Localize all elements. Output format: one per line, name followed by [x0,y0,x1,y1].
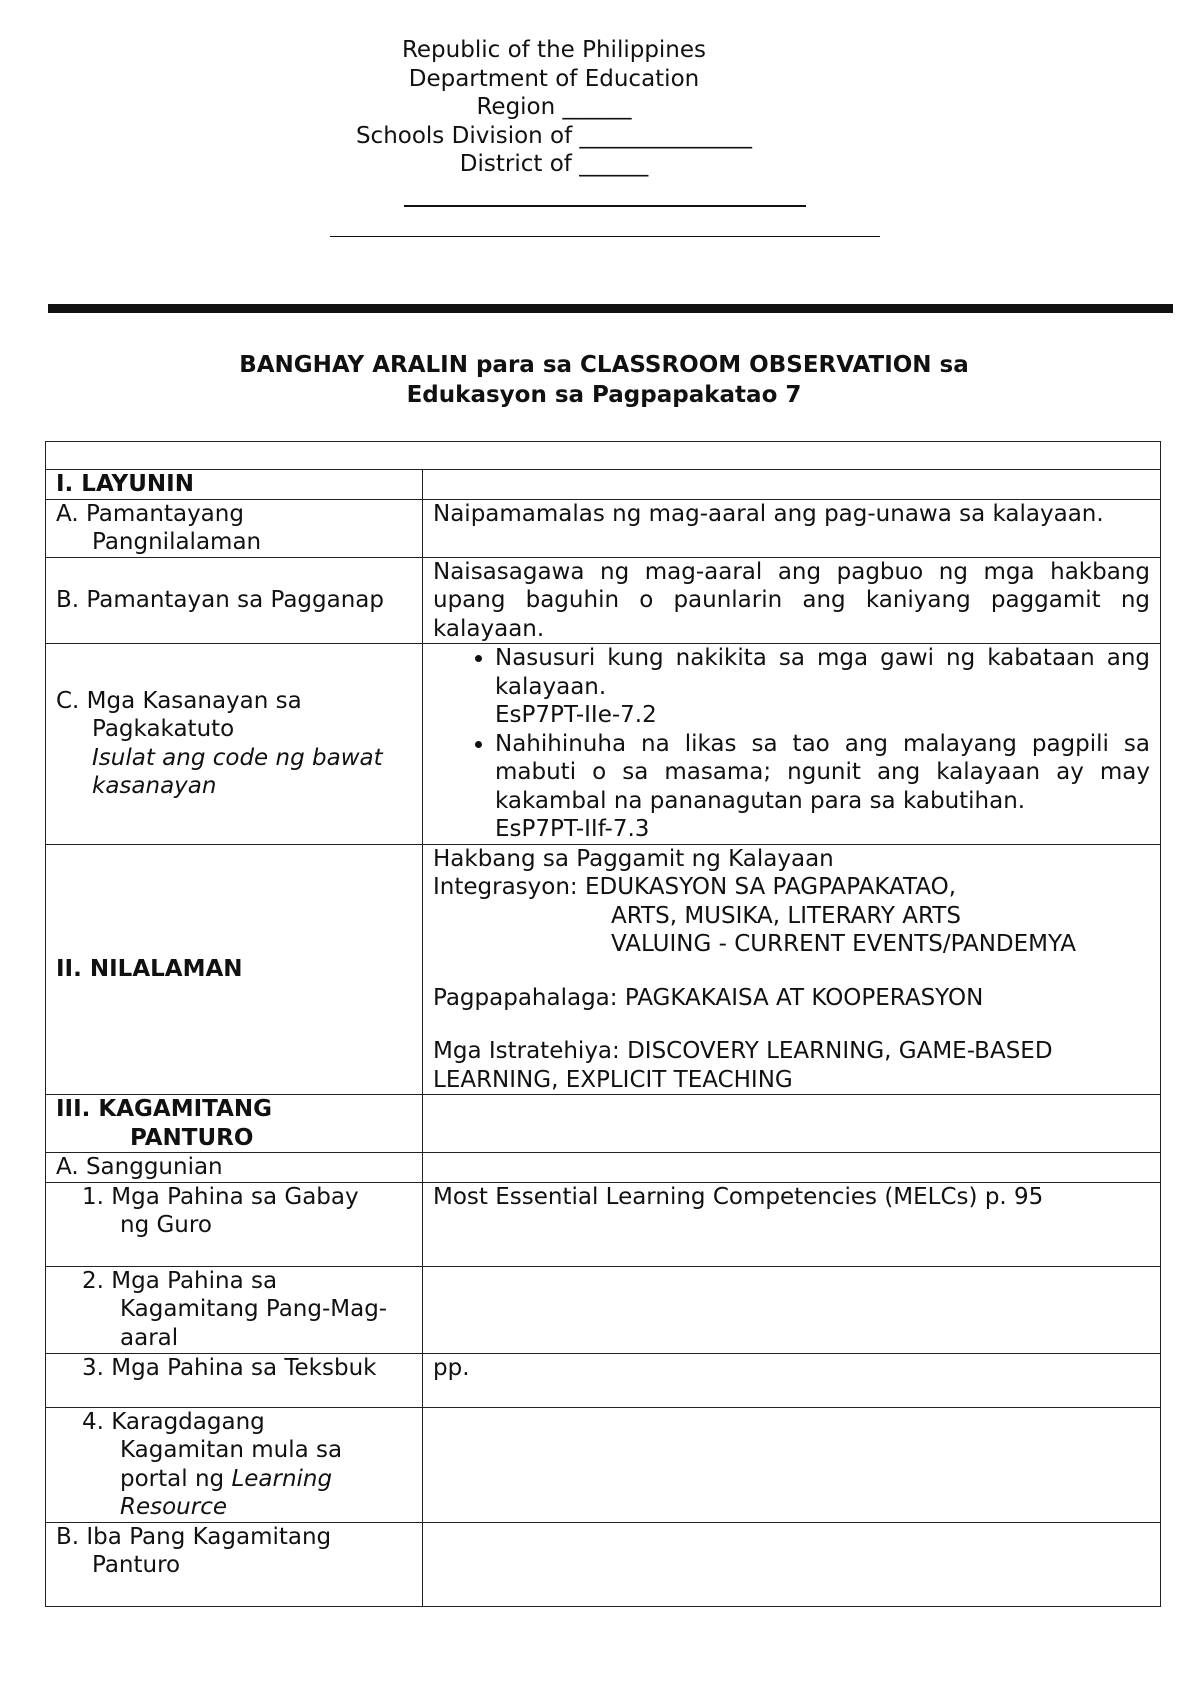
table-row-karagdagang [46,1407,1161,1522]
iba-label [46,1522,423,1606]
nilalaman-heading: II. NILALAMAN [46,844,423,1095]
karagdagang-value [423,1407,1161,1522]
kagamitan-heading [46,1095,423,1153]
table-row-sanggunian [46,1153,1161,1183]
header-region: Region ______ [476,94,632,120]
pamantayang-label-line-1: A. Pamantayang [56,500,244,527]
table-row-magaaral [46,1266,1161,1353]
magaaral-label-line-3: aaral [120,1324,179,1351]
table-row-kasanayan [46,644,1161,845]
pamantayang-label-line-2: Pangnilalaman [92,529,262,555]
kasanayan-item-2-text: Nahihinuha na likas sa tao ang malayang pagpili sa mabuti o sa masama; ngunit ang kalayaan ay may kakambal na pananagutan para sa kabutihan. [495,730,1150,814]
magaaral-label-line-2: Kagamitang Pang-Mag- [120,1296,388,1322]
document-header [0,36,1108,179]
karagdagang-label-line-1: 4. Karagdagang [82,1408,265,1435]
magaaral-value [423,1266,1161,1353]
kasanayan-label-line-1: C. Mga Kasanayan sa [56,687,302,714]
gabay-value: Most Essential Learning Competencies (MELCs) p. 95 [423,1182,1161,1266]
nilalaman-istratehiya: Mga Istratehiya: DISCOVERY LEARNING, GAME-BASED LEARNING, EXPLICIT TEACHING [433,1038,1053,1093]
table-row-teksbuk [46,1353,1161,1407]
title-line-2: Edukasyon sa Pagpapakatao 7 [406,382,802,408]
kagamitan-heading-line-1: III. KAGAMITANG [56,1096,272,1122]
nilalaman-topic: Hakbang sa Paggamit ng Kalayaan [433,845,834,872]
kasanayan-item-1-text: Nasusuri kung nakikita sa mga gawi ng kabataan ang kalayaan. [495,645,1150,700]
kagamitan-value [423,1095,1161,1153]
kasanayan-list [433,644,1150,844]
pagganap-label: B. Pamantayan sa Pagganap [46,557,423,644]
gabay-label-line-1: 1. Mga Pahina sa Gabay [82,1183,359,1210]
layunin-value [423,470,1161,500]
teksbuk-value: pp. [423,1353,1161,1407]
table-row-iba-pang-kagamitan [46,1522,1161,1606]
pamantayang-label [46,499,423,557]
karagdagang-label [46,1407,423,1522]
table-row-layunin [46,470,1161,500]
magaaral-label [46,1266,423,1353]
karagdagang-label-line-2: Kagamitan mula sa [120,1437,343,1463]
pamantayang-value: Naipamamalas ng mag-aaral ang pag-unawa sa kalayaan. [423,499,1161,557]
table-row-gabay [46,1182,1161,1266]
title-line-1: BANGHAY ARALIN para sa CLASSROOM OBSERVATION sa [239,352,969,378]
kasanayan-item-2-code: EsP7PT-IIf-7.3 [495,816,650,842]
table-row-nilalaman [46,844,1161,1095]
kagamitan-heading-line-2: PANTURO [130,1124,254,1151]
list-item [495,730,1150,844]
table-row-kagamitan [46,1095,1161,1153]
karagdagang-label-line-3 [56,1465,412,1494]
gabay-label-line-2: ng Guro [120,1212,212,1238]
kasanayan-instruction: Isulat ang code ng bawat kasanayan [92,744,383,800]
list-item [495,644,1150,730]
header-division: Schools Division of _______________ [355,122,753,149]
iba-label-line-1: B. Iba Pang Kagamitang [56,1523,332,1550]
nilalaman-integrasyon: Integrasyon: EDUKASYON SA PAGPAPAKATAO, [433,874,957,900]
header-department: Department of Education [408,65,700,92]
kasanayan-item-1-code: EsP7PT-IIe-7.2 [495,702,657,728]
kasanayan-value [423,644,1161,845]
kasanayan-label-line-2: Pagkakatuto [92,716,235,743]
gabay-label [46,1182,423,1266]
teksbuk-label-text: 3. Mga Pahina sa Teksbuk [82,1354,377,1381]
school-address-line [330,236,880,237]
nilalaman-pagpapahalaga: Pagpapahalaga: PAGKAKAISA AT KOOPERASYON [433,984,984,1011]
sanggunian-label: A. Sanggunian [46,1153,423,1183]
table-row-pamantayang-pangnilalaman [46,499,1161,557]
table-row-blank [46,442,1161,470]
iba-label-line-2: Panturo [92,1552,181,1578]
lesson-plan-table [45,441,1161,1607]
karagdagang-portal-text: portal ng [120,1465,225,1492]
teksbuk-label [46,1353,423,1407]
iba-value [423,1522,1161,1606]
document-title [0,350,1200,410]
karagdagang-label-line-4: Resource [120,1494,228,1520]
table-row-pagganap [46,557,1161,644]
header-district: District of ______ [459,151,649,177]
karagdagang-learning-text: Learning [231,1465,333,1492]
sanggunian-value [423,1153,1161,1183]
layunin-heading: I. LAYUNIN [46,470,423,500]
blank-cell [46,442,1161,470]
pagganap-value: Naisasagawa ng mag-aaral ang pagbuo ng mga hakbang upang baguhin o paunlarin ang kaniyang paggamit ng kalayaan. [423,557,1161,644]
nilalaman-integrasyon-2: ARTS, MUSIKA, LITERARY ARTS [611,902,961,929]
kasanayan-label [46,644,423,845]
school-name-line [404,205,806,207]
header-republic: Republic of the Philippines [401,37,707,63]
nilalaman-integrasyon-3: VALUING - CURRENT EVENTS/PANDEMYA [611,931,1077,957]
header-divider [48,304,1173,313]
nilalaman-value [423,844,1161,1095]
magaaral-label-line-1: 2. Mga Pahina sa [82,1267,278,1294]
